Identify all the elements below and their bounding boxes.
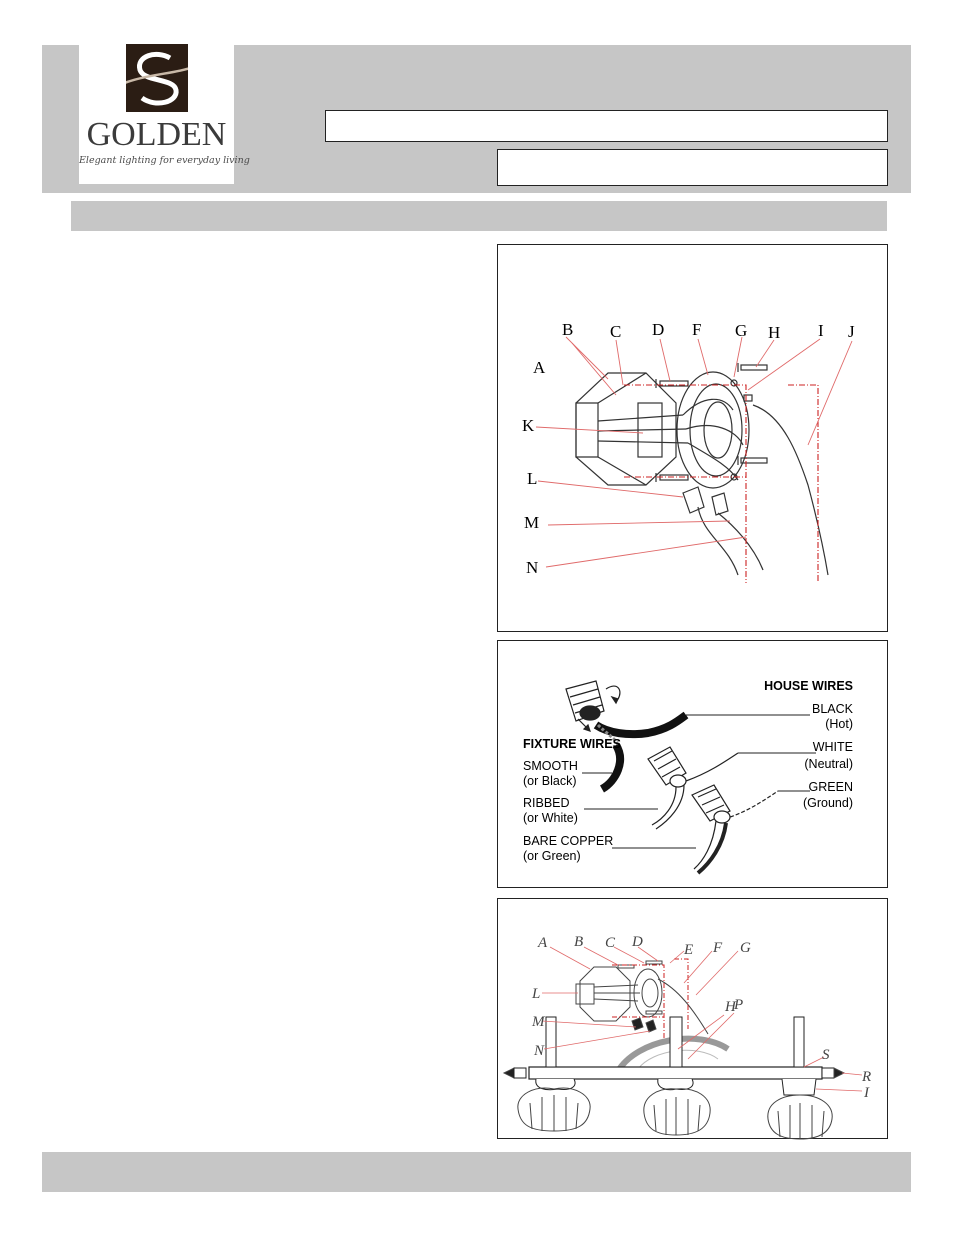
screw-d	[656, 379, 688, 388]
fig3-label-a: A	[538, 935, 548, 951]
fig3-label-h: H	[725, 999, 736, 1015]
fixture-wires-title: FIXTURE WIRES	[523, 737, 621, 751]
fig3-label-l: L	[532, 986, 541, 1002]
fig3-label-m: M	[532, 1014, 545, 1030]
wire-nut-1	[683, 487, 704, 513]
wire-black-house	[596, 715, 686, 734]
figure-wiring-diagram	[497, 640, 888, 888]
fig1-label-g: G	[735, 321, 748, 340]
wire-nut-twist-icon	[566, 681, 620, 731]
logo-name: GOLDEN	[86, 116, 227, 153]
fig1-label-d: D	[652, 320, 665, 339]
label-black: BLACK	[812, 702, 853, 716]
wire-black-fixture	[602, 745, 620, 789]
label-ribbed-note: (or White)	[523, 811, 578, 825]
fig3-label-s: S	[822, 1047, 830, 1063]
wire-nut-white	[648, 747, 686, 787]
label-green: GREEN	[808, 780, 853, 794]
fig3-label-c: C	[605, 935, 616, 951]
fig1-label-l: L	[527, 469, 538, 488]
label-smooth: SMOOTH	[523, 759, 578, 773]
fig1-label-h: H	[768, 323, 781, 342]
fig1-label-a: A	[533, 358, 546, 377]
assembly-diagram-svg	[498, 899, 889, 1140]
title-box	[325, 110, 888, 142]
subtitle-box	[497, 149, 888, 186]
logo	[79, 44, 250, 184]
section-band	[71, 201, 887, 231]
label-green-note: (Ground)	[802, 796, 853, 810]
fig3-label-b: B	[574, 934, 584, 950]
label-white-note: (Neutral)	[804, 757, 853, 771]
glass-shade-right	[768, 1079, 832, 1139]
fig1-label-k: K	[522, 416, 535, 435]
label-black-note: (Hot)	[825, 717, 853, 731]
fig3-label-p: P	[734, 997, 744, 1013]
fig3-label-i: I	[864, 1085, 869, 1101]
figure-assembly-diagram	[497, 898, 888, 1139]
label-bare-copper-note: (or Green)	[523, 849, 581, 863]
label-ribbed: RIBBED	[523, 796, 570, 810]
fig3-junction-box	[580, 967, 630, 1021]
house-wires-title: HOUSE WIRES	[764, 679, 853, 693]
logo-mark-icon	[126, 44, 188, 112]
label-bare-copper: BARE COPPER	[523, 834, 614, 848]
glass-shade-center	[644, 1079, 710, 1135]
screw-h	[738, 363, 767, 372]
fig1-label-b: B	[562, 320, 574, 339]
mounting-plate	[677, 372, 749, 488]
fig3-label-n: N	[534, 1043, 545, 1059]
fig1-label-j: J	[848, 322, 855, 341]
fig3-label-r: R	[862, 1069, 872, 1085]
fig1-label-m: M	[524, 513, 540, 532]
figure-mounting-diagram	[497, 244, 888, 632]
label-smooth-note: (or Black)	[523, 774, 577, 788]
wire-nut-2	[712, 493, 728, 515]
fig1-label-c: C	[610, 322, 622, 341]
mounting-diagram-svg	[498, 245, 889, 633]
footer-band	[42, 1152, 911, 1192]
fig1-label-f: F	[692, 320, 702, 339]
fig1-label-i: I	[818, 321, 824, 340]
logo-tagline: Elegant lighting for everyday living	[79, 155, 250, 166]
fig3-label-f: F	[713, 940, 723, 956]
fig1-label-n: N	[526, 558, 539, 577]
fig3-label-d: D	[632, 934, 643, 950]
glass-shade-left	[518, 1079, 590, 1131]
fig3-label-g: G	[740, 940, 751, 956]
fig3-label-e: E	[684, 942, 694, 958]
label-white: WHITE	[812, 740, 853, 754]
wiring-diagram-svg	[498, 641, 889, 889]
fixture-bar	[529, 1067, 822, 1079]
wire-nut-ground	[692, 785, 730, 823]
